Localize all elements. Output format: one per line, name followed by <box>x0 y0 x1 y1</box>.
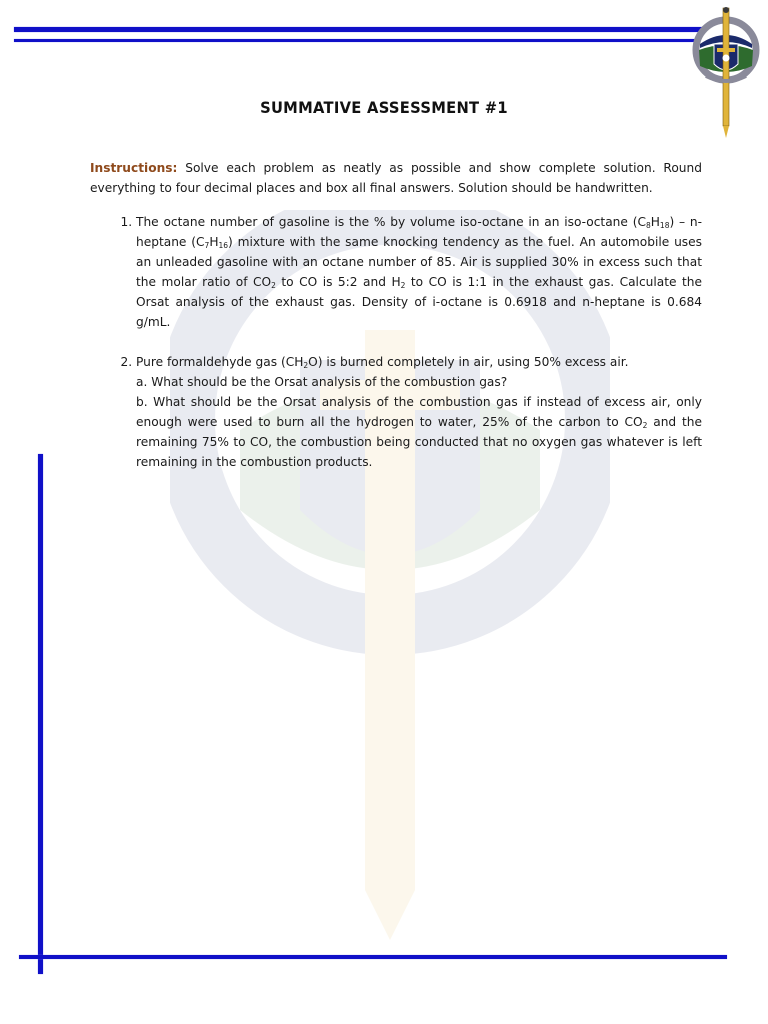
footer-rule <box>19 955 727 959</box>
problem-2 <box>136 352 702 472</box>
instructions-label: Instructions: <box>90 161 178 175</box>
problem-list <box>90 212 702 472</box>
subscript: 7 <box>204 241 210 250</box>
page-title: SUMMATIVE ASSESSMENT #1 <box>260 98 508 117</box>
subscript: 2 <box>642 421 648 430</box>
problem-2-text: and the remaining 75% to CO, the combustion being conducted that no oxygen gas whatever is left remaining in the combustion products. <box>136 415 702 469</box>
subscript: 8 <box>645 221 651 230</box>
problem-1-text: ) – n-heptane (C <box>136 215 703 249</box>
subscript: 16 <box>218 241 229 250</box>
instructions-text: Solve each problem as neatly as possible and show complete solution. Round everything to four decimal places and box all final answers. Solution should be handwritten. <box>90 161 702 195</box>
problem-2-text: O) is burned completely in air, using 50% excess air. <box>308 355 629 369</box>
assessment-body <box>90 158 702 492</box>
problem-1-text: ) mixture with the same knocking tendency as the fuel. An automobile uses an unleaded gasoline with an octane number of 85. Air is supplied 30% in excess such that the molar ratio of CO <box>136 235 702 289</box>
instructions-paragraph <box>90 158 702 198</box>
subscript: 2 <box>271 281 276 290</box>
problem-1 <box>136 212 702 332</box>
problem-1-text: to CO is 5:2 and H <box>275 275 401 289</box>
problem-1-text: to CO is 1:1 in the exhaust gas. Calculate the Orsat analysis of the exhaust gas. Density of i-octane is 0.6918 and n-heptane is 0.684 g/mL. <box>136 275 702 329</box>
problem-2-part-b <box>136 392 702 472</box>
left-margin-rule <box>38 454 43 974</box>
problem-1-text: H <box>650 215 660 229</box>
subscript: 2 <box>400 281 406 290</box>
problem-1-text: H <box>209 235 219 249</box>
subscript: 2 <box>303 361 309 370</box>
problem-2-intro <box>136 352 702 372</box>
problem-2-text: b. What should be the Orsat analysis of the combustion gas if instead of excess air, only enough were used to burn all the hydrogen to water, 25% of the carbon to CO <box>136 395 702 429</box>
header-rule-thin <box>14 39 714 42</box>
university-seal-icon <box>686 6 766 140</box>
problem-2-part-a: a. What should be the Orsat analysis of the combustion gas? <box>136 375 508 389</box>
problem-2-text: Pure formaldehyde gas (CH <box>136 355 304 369</box>
subscript: 18 <box>659 221 670 230</box>
header-rule-thick <box>14 27 714 32</box>
problem-1-text: The octane number of gasoline is the % by volume iso-octane in an iso-octane (C <box>136 215 646 229</box>
